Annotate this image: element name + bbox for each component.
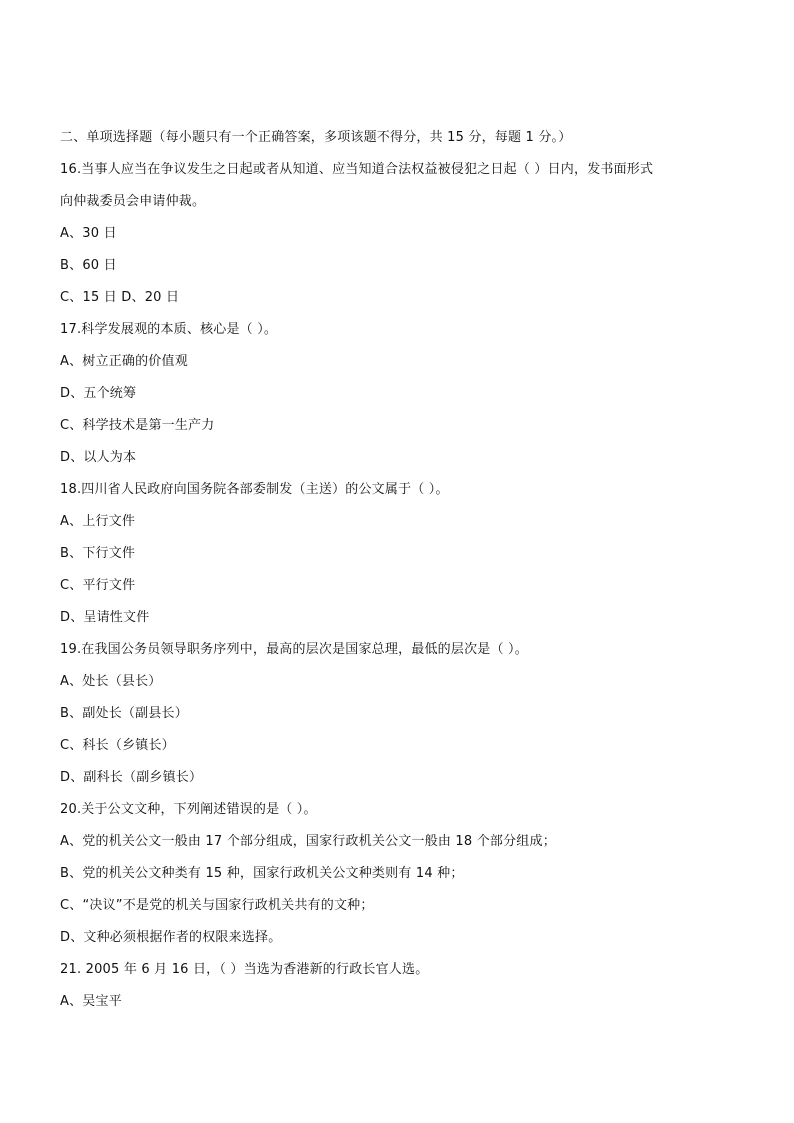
- question-19-option-d: D、副科长（副乡镇长）: [60, 770, 203, 785]
- question-16-options-c-d: C、15 日 D、20 日: [60, 290, 180, 305]
- question-18-option-a: A、上行文件: [60, 514, 136, 529]
- question-18-option-c: C、平行文件: [60, 578, 136, 593]
- question-16-line-1: 16.当事人应当在争议发生之日起或者从知道、应当知道合法权益被侵犯之日起（ ）日内，发书面形式: [60, 162, 654, 177]
- question-20-option-c: C、“决议”不是党的机关与国家行政机关共有的文种；: [60, 898, 374, 913]
- question-18-option-b: B、下行文件: [60, 546, 136, 561]
- question-20-option-a: A、党的机关公文一般由 17 个部分组成，国家行政机关公文一般由 18 个部分组成；: [60, 834, 556, 849]
- question-19-option-b: B、副处长（副县长）: [60, 706, 188, 721]
- question-21-option-a: A、吴宝平: [60, 994, 122, 1009]
- question-17-option-a: A、树立正确的价值观: [60, 354, 188, 369]
- question-16-line-2: 向仲裁委员会申请仲裁。: [60, 194, 206, 209]
- question-17-option-c: C、科学技术是第一生产力: [60, 418, 215, 433]
- question-18-stem: 18.四川省人民政府向国务院各部委制发（主送）的公文属于（ ）。: [60, 482, 449, 497]
- question-19-stem: 19.在我国公务员领导职务序列中，最高的层次是国家总理，最低的层次是（ ）。: [60, 642, 528, 657]
- question-20-stem: 20.关于公文文种，下列阐述错误的是（ ）。: [60, 802, 317, 817]
- question-20-option-d: D、文种必须根据作者的权限来选择。: [60, 930, 282, 945]
- question-17-option-b: D、五个统筹: [60, 386, 137, 401]
- question-16-option-b: B、60 日: [60, 258, 117, 273]
- question-16-option-a: A、30 日: [60, 226, 117, 241]
- question-19-option-c: C、科长（乡镇长）: [60, 738, 175, 753]
- question-18-option-d: D、呈请性文件: [60, 610, 150, 625]
- question-20-option-b: B、党的机关公文种类有 15 种，国家行政机关公文种类则有 14 种；: [60, 866, 464, 881]
- section-title: 二、单项选择题（每小题只有一个正确答案，多项该题不得分，共 15 分，每题 1 分。）: [60, 130, 572, 145]
- question-17-option-d: D、以人为本: [60, 450, 137, 465]
- question-21-stem: 21. 2005 年 6 月 16 日，（ ）当选为香港新的行政长官人选。: [60, 962, 429, 977]
- question-19-option-a: A、处长（县长）: [60, 674, 162, 689]
- question-17-stem: 17.科学发展观的本质、核心是（ ）。: [60, 322, 278, 337]
